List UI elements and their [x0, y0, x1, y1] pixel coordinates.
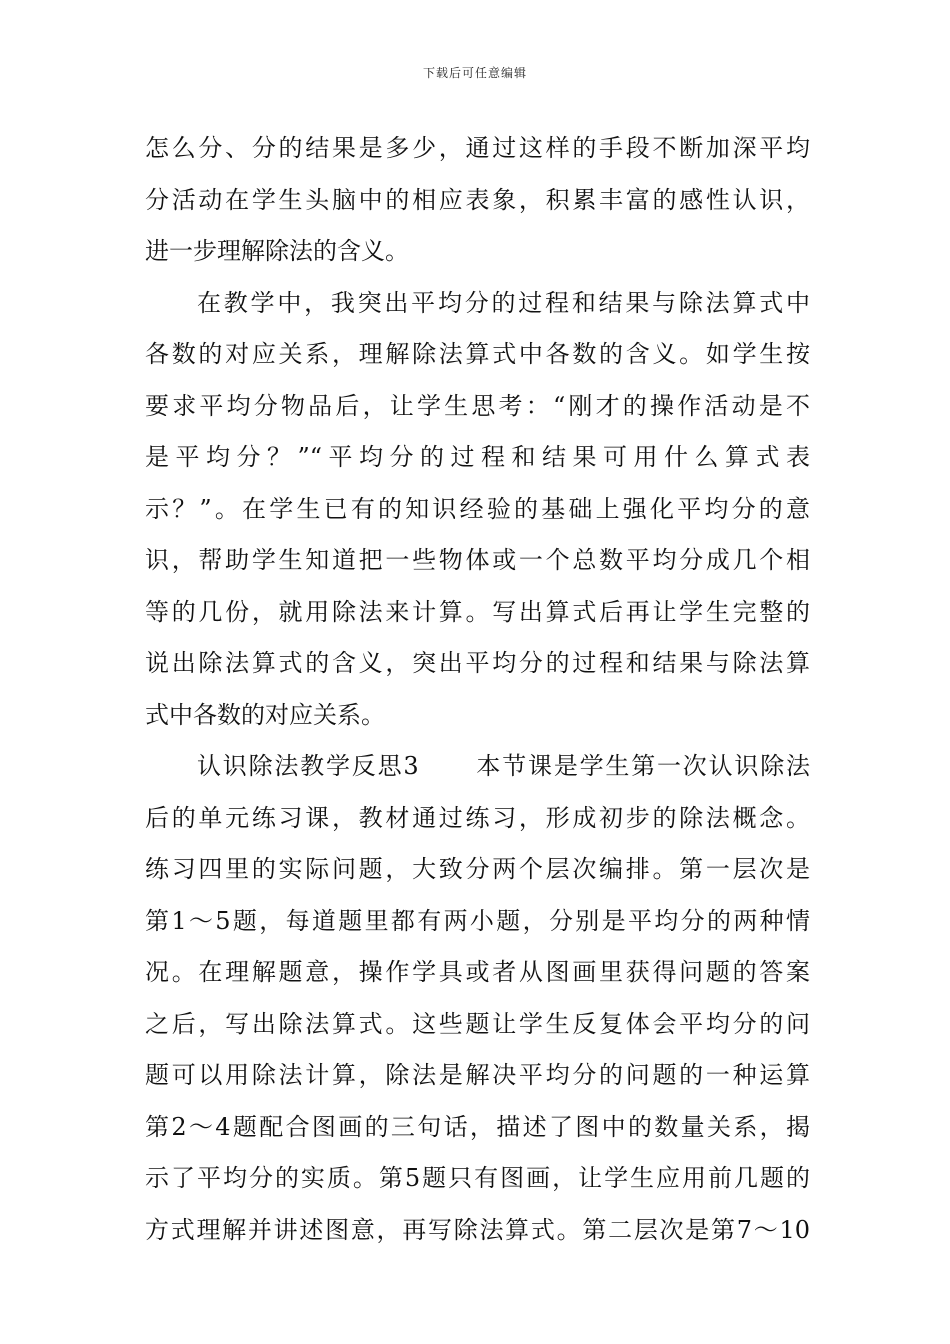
text-line: 示？”。在学生已有的知识经验的基础上强化平均分的意 — [145, 494, 810, 523]
section-heading-line — [145, 741, 810, 793]
text-line: 要求平均分物品后，让学生思考：“刚才的操作活动是不 — [145, 391, 810, 420]
text-line: 第1～5题，每道题里都有两小题，分别是平均分的两种情 — [145, 906, 810, 935]
text-line: 在教学中，我突出平均分的过程和结果与除法算式中 — [197, 288, 810, 317]
text-line: 况。在理解题意，操作学具或者从图画里获得问题的答案 — [145, 958, 810, 986]
text-line: 说出除法算式的含义，突出平均分的过程和结果与除法算 — [145, 649, 810, 677]
text-line: 是平均分？”“平均分的过程和结果可用什么算式表 — [145, 443, 810, 471]
text-line: 怎么分、分的结果是多少，通过这样的手段不断加深平均 — [145, 134, 810, 162]
page-header: 下载后可任意编辑 — [422, 66, 527, 80]
text-line: 题可以用除法计算，除法是解决平均分的问题的一种运算 — [145, 1061, 810, 1089]
text-line: 之后，写出除法算式。这些题让学生反复体会平均分的问 — [145, 1009, 810, 1038]
section-lead-text: 本节课是学生第一次认识除法 — [474, 752, 810, 780]
text-line: 第2～4题配合图画的三句话，描述了图中的数量关系，揭 — [145, 1112, 810, 1141]
text-line: 后的单元练习课，教材通过练习，形成初步的除法概念。 — [145, 803, 810, 832]
section-title: 认识除法教学反思3 — [197, 752, 419, 780]
text-line: 各数的对应关系，理解除法算式中各数的含义。如学生按 — [145, 340, 810, 368]
text-line: 进一步理解除法的含义。 — [145, 237, 409, 265]
text-line: 练习四里的实际问题，大致分两个层次编排。第一层次是 — [145, 855, 810, 883]
document-body — [145, 123, 810, 1256]
text-line: 方式理解并讲述图意，再写除法算式。第二层次是第7～10 — [145, 1215, 810, 1244]
text-line: 分活动在学生头脑中的相应表象，积累丰富的感性认识， — [145, 185, 810, 214]
text-line: 等的几份，就用除法来计算。写出算式后再让学生完整的 — [145, 597, 810, 626]
text-line: 式中各数的对应关系。 — [145, 700, 385, 729]
text-line: 示了平均分的实质。第5题只有图画，让学生应用前几题的 — [145, 1164, 810, 1192]
text-line: 识，帮助学生知道把一些物体或一个总数平均分成几个相 — [145, 546, 810, 574]
